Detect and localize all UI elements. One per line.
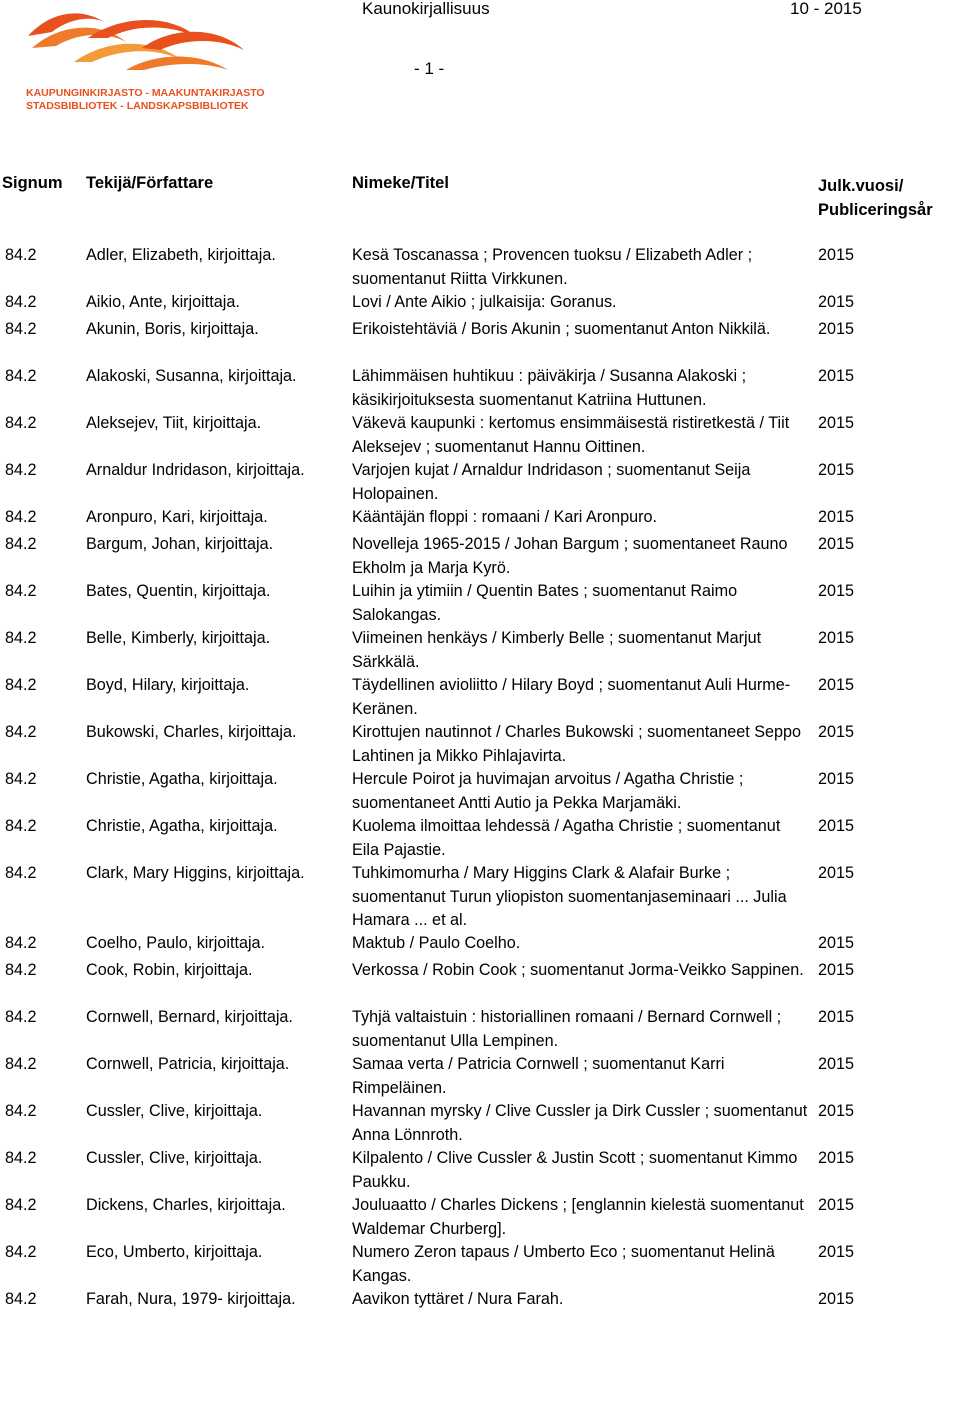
entry-year: 2015 [818, 1149, 855, 1167]
column-header-author: Tekijä/Författare [86, 174, 214, 192]
logo-line-1: KAUPUNGINKIRJASTO - MAAKUNTAKIRJASTO [26, 87, 265, 99]
entry-signum: 84.2 [5, 320, 37, 338]
entry-signum: 84.2 [5, 246, 37, 264]
entry-title: Aavikon tyttäret / Nura Farah. [352, 1290, 564, 1308]
entry-signum: 84.2 [5, 676, 37, 694]
entry-title: Erikoistehtäviä / Boris Akunin ; suomentanut Anton Nikkilä. [352, 320, 771, 338]
library-logo [22, 8, 265, 118]
entry-title: Hercule Poirot ja huvimajan arvoitus / Agatha Christie ; suomentaneet Antti Autio ja Pekka Marjamäki. [352, 770, 744, 812]
entry-signum: 84.2 [5, 535, 37, 553]
entry-year: 2015 [818, 367, 855, 385]
library-logo-waves-icon [22, 8, 254, 88]
entry-signum: 84.2 [5, 934, 37, 952]
entry-title: Kilpalento / Clive Cussler & Justin Scott ; suomentanut Kimmo Paukku. [352, 1149, 798, 1191]
entry-year: 2015 [818, 535, 855, 553]
entry-title: Tyhjä valtaistuin : historiallinen romaani / Bernard Cornwell ; suomentanut Ulla Lempinen. [352, 1008, 782, 1050]
entry-title: Tuhkimomurha / Mary Higgins Clark & Alafair Burke ; suomentanut Turun yliopiston suomentanjaseminaari ... Julia Hamara ... et al. [352, 864, 787, 929]
entry-title: Kääntäjän floppi : romaani / Kari Aronpuro. [352, 508, 658, 526]
entry-signum: 84.2 [5, 1196, 37, 1214]
entry-signum: 84.2 [5, 961, 37, 979]
entry-title: Novelleja 1965-2015 / Johan Bargum ; suomentaneet Rauno Ekholm ja Marja Kyrö. [352, 535, 788, 577]
entry-year: 2015 [818, 864, 855, 882]
document-header-date: 10 - 2015 [790, 0, 862, 18]
entry-signum: 84.2 [5, 414, 37, 432]
entry-title: Varjojen kujat / Arnaldur Indridason ; suomentanut Seija Holopainen. [352, 461, 751, 503]
entry-year: 2015 [818, 1243, 855, 1261]
entry-author: Akunin, Boris, kirjoittaja. [86, 320, 259, 338]
entry-year: 2015 [818, 1055, 855, 1073]
entry-author: Bates, Quentin, kirjoittaja. [86, 582, 271, 600]
entry-title: Luihin ja ytimiin / Quentin Bates ; suomentanut Raimo Salokangas. [352, 582, 738, 624]
entry-title: Jouluaatto / Charles Dickens ; [englannin kielestä suomentanut Waldemar Churberg]. [352, 1196, 804, 1238]
entry-author: Cussler, Clive, kirjoittaja. [86, 1149, 263, 1167]
entry-author: Farah, Nura, 1979- kirjoittaja. [86, 1290, 296, 1308]
entry-signum: 84.2 [5, 508, 37, 526]
entry-title: Verkossa / Robin Cook ; suomentanut Jorma-Veikko Sappinen. [352, 961, 804, 979]
entry-author: Cussler, Clive, kirjoittaja. [86, 1102, 263, 1120]
entry-signum: 84.2 [5, 461, 37, 479]
entry-year: 2015 [818, 414, 855, 432]
column-header-signum: Signum [2, 174, 63, 192]
entry-year: 2015 [818, 723, 855, 741]
entry-author: Cook, Robin, kirjoittaja. [86, 961, 253, 979]
entry-year: 2015 [818, 1196, 855, 1214]
column-header-title: Nimeke/Titel [352, 174, 449, 192]
entry-title: Kuolema ilmoittaa lehdessä / Agatha Christie ; suomentanut Eila Pajastie. [352, 817, 781, 859]
entry-signum: 84.2 [5, 1290, 37, 1308]
entry-signum: 84.2 [5, 293, 37, 311]
entry-signum: 84.2 [5, 817, 37, 835]
entry-year: 2015 [818, 676, 855, 694]
entry-year: 2015 [818, 1102, 855, 1120]
entry-author: Eco, Umberto, kirjoittaja. [86, 1243, 263, 1261]
entry-author: Christie, Agatha, kirjoittaja. [86, 817, 278, 835]
entry-author: Arnaldur Indridason, kirjoittaja. [86, 461, 305, 479]
logo-line-2: STADSBIBLIOTEK - LANDSKAPSBIBLIOTEK [26, 100, 249, 112]
entry-year: 2015 [818, 582, 855, 600]
entry-signum: 84.2 [5, 1008, 37, 1026]
entry-title: Havannan myrsky / Clive Cussler ja Dirk Cussler ; suomentanut Anna Lönnroth. [352, 1102, 808, 1144]
entry-author: Cornwell, Patricia, kirjoittaja. [86, 1055, 290, 1073]
entry-signum: 84.2 [5, 770, 37, 788]
entry-year: 2015 [818, 817, 855, 835]
column-header-year: Julk.vuosi/ Publiceringsår [818, 177, 933, 219]
entry-year: 2015 [818, 934, 855, 952]
entry-author: Dickens, Charles, kirjoittaja. [86, 1196, 286, 1214]
entry-title: Lovi / Ante Aikio ; julkaisija: Goranus. [352, 293, 617, 311]
entry-title: Samaa verta / Patricia Cornwell ; suomentanut Karri Rimpeläinen. [352, 1055, 725, 1097]
entry-author: Adler, Elizabeth, kirjoittaja. [86, 246, 276, 264]
entry-year: 2015 [818, 461, 855, 479]
entry-author: Aikio, Ante, kirjoittaja. [86, 293, 240, 311]
entry-title: Kesä Toscanassa ; Provencen tuoksu / Elizabeth Adler ; suomentanut Riitta Virkkunen. [352, 246, 753, 288]
entry-signum: 84.2 [5, 629, 37, 647]
entry-signum: 84.2 [5, 864, 37, 882]
entry-signum: 84.2 [5, 1149, 37, 1167]
entry-author: Aleksejev, Tiit, kirjoittaja. [86, 414, 262, 432]
entry-author: Aronpuro, Kari, kirjoittaja. [86, 508, 268, 526]
entry-author: Alakoski, Susanna, kirjoittaja. [86, 367, 297, 385]
entry-author: Clark, Mary Higgins, kirjoittaja. [86, 864, 305, 882]
entry-title: Lähimmäisen huhtikuu : päiväkirja / Susanna Alakoski ; käsikirjoituksesta suomentanut Katriina Huttunen. [352, 367, 747, 409]
entry-signum: 84.2 [5, 1243, 37, 1261]
entry-author: Belle, Kimberly, kirjoittaja. [86, 629, 271, 647]
entry-year: 2015 [818, 1290, 855, 1308]
entry-author: Boyd, Hilary, kirjoittaja. [86, 676, 250, 694]
entry-author: Christie, Agatha, kirjoittaja. [86, 770, 278, 788]
entry-signum: 84.2 [5, 367, 37, 385]
entry-author: Bukowski, Charles, kirjoittaja. [86, 723, 297, 741]
entry-year: 2015 [818, 1008, 855, 1026]
entry-year: 2015 [818, 770, 855, 788]
entry-signum: 84.2 [5, 582, 37, 600]
entry-author: Bargum, Johan, kirjoittaja. [86, 535, 274, 553]
entry-year: 2015 [818, 293, 855, 311]
entry-signum: 84.2 [5, 1055, 37, 1073]
entry-title: Numero Zeron tapaus / Umberto Eco ; suomentanut Helinä Kangas. [352, 1243, 775, 1285]
entry-year: 2015 [818, 508, 855, 526]
entry-year: 2015 [818, 320, 855, 338]
entry-author: Cornwell, Bernard, kirjoittaja. [86, 1008, 293, 1026]
entry-title: Kirottujen nautinnot / Charles Bukowski ; suomentaneet Seppo Lahtinen ja Mikko Pihlajavirta. [352, 723, 802, 765]
page-number: - 1 - [414, 59, 445, 78]
entry-signum: 84.2 [5, 723, 37, 741]
entry-title: Maktub / Paulo Coelho. [352, 934, 521, 952]
entry-title: Täydellinen avioliitto / Hilary Boyd ; suomentanut Auli Hurme-Keränen. [352, 676, 791, 718]
entry-year: 2015 [818, 246, 855, 264]
entry-title: Viimeinen henkäys / Kimberly Belle ; suomentanut Marjut Särkkälä. [352, 629, 762, 671]
entry-year: 2015 [818, 629, 855, 647]
entry-signum: 84.2 [5, 1102, 37, 1120]
entry-title: Väkevä kaupunki : kertomus ensimmäisestä ristiretkestä / Tiit Aleksejev ; suomentanut Hannu Oittinen. [352, 414, 790, 456]
entry-year: 2015 [818, 961, 855, 979]
document-header-title: Kaunokirjallisuus [362, 0, 490, 18]
entry-author: Coelho, Paulo, kirjoittaja. [86, 934, 266, 952]
